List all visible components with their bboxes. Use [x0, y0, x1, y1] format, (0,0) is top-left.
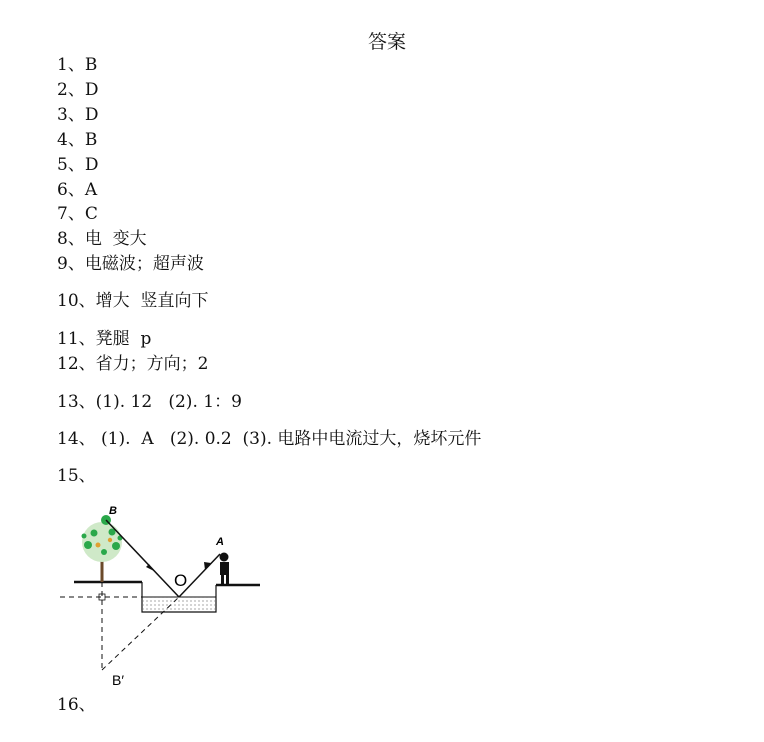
answer-line-1: 1、B [57, 55, 98, 75]
label-a: A [216, 536, 224, 548]
answer-line-9: 9、电磁波；超声波 [57, 254, 204, 274]
label-b: B [109, 505, 117, 517]
reflection-diagram [58, 500, 268, 700]
answer-line-8: 8、电 变大 [57, 229, 147, 249]
answer-line-16: 16、 [57, 695, 96, 715]
label-b-prime: B′ [112, 672, 124, 688]
answer-line-4: 4、B [57, 130, 98, 150]
answer-line-11: 11、凳腿 p [57, 329, 152, 349]
answer-line-2: 2、D [57, 80, 99, 100]
answer-line-15: 15、 [57, 466, 96, 486]
answer-line-10: 10、增大 竖直向下 [57, 291, 209, 311]
answer-line-7: 7、C [57, 204, 98, 224]
virtual-ray-dashed [102, 597, 179, 670]
pond-water [143, 597, 215, 611]
label-o: O [174, 571, 188, 590]
reflected-arrow [204, 562, 211, 570]
person-figure [220, 553, 230, 586]
answer-line-13: 13、(1). 12 (2). 1：9 [57, 392, 242, 412]
answer-line-12: 12、省力；方向；2 [57, 354, 209, 374]
answer-line-6: 6、A [57, 180, 98, 200]
tree-crown [82, 522, 123, 562]
page-title: 答案 [367, 31, 406, 53]
answer-line-5: 5、D [57, 155, 99, 175]
answer-line-14: 14、 (1). A (2). 0.2 (3). 电路中电流过大，烧坏元件 [57, 429, 482, 449]
incident-arrow [146, 564, 154, 571]
answer-line-3: 3、D [57, 105, 99, 125]
